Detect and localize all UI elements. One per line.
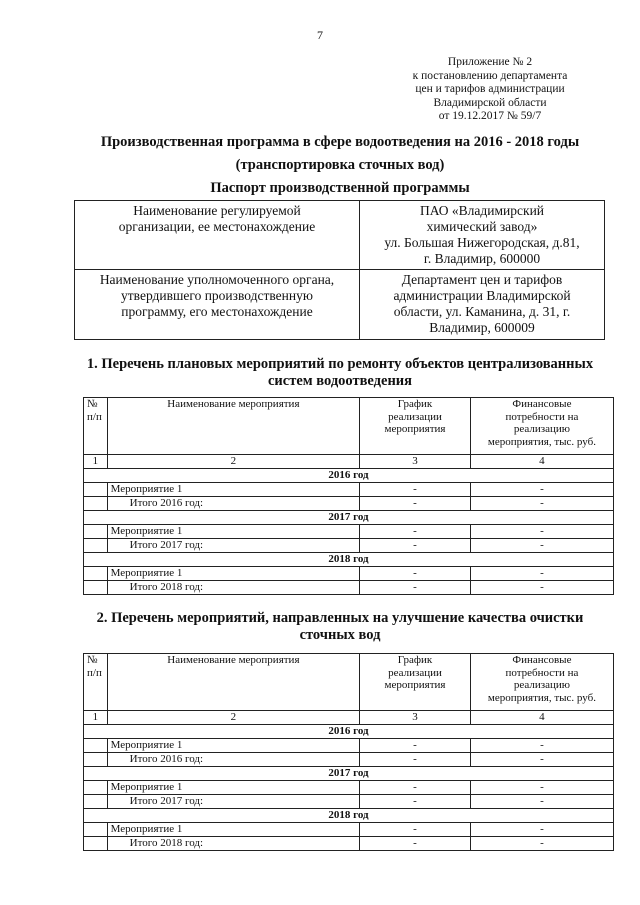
col-finance-header: Финансовые потребности на реализацию мероприятия, тыс. руб. xyxy=(470,654,613,711)
passport-org-value: ПАО «Владимирский химический завод» ул. Большая Нижегородская, д.81, г. Владимир, 600000 xyxy=(360,201,605,270)
passport-org-label: Наименование регулируемой организации, ее местонахождение xyxy=(75,201,360,270)
table-row-total: Итого 2018 год: - - xyxy=(84,836,614,850)
table-row-total: Итого 2017 год: - - xyxy=(84,794,614,808)
appendix-line: Приложение № 2 xyxy=(447,56,533,68)
table-row-total: Итого 2018 год: - - xyxy=(84,580,614,594)
passport-table xyxy=(74,200,605,340)
table-row: Мероприятие 1 - - xyxy=(84,738,614,752)
year-row: 2016 год xyxy=(84,724,614,738)
col-name-header: Наименование мероприятия xyxy=(107,654,360,711)
table-row: Мероприятие 1 - - xyxy=(84,566,614,580)
column-index-row: 1 2 3 4 xyxy=(84,711,614,725)
document-subtitle: (транспортировка сточных вод) xyxy=(235,157,445,173)
col-schedule-header: График реализации мероприятия xyxy=(360,398,471,455)
column-index-row: 1 2 3 4 xyxy=(84,455,614,469)
document-title: Производственная программа в сфере водоотведения на 2016 - 2018 годы xyxy=(100,134,580,150)
table-header-row xyxy=(84,398,614,455)
year-row: 2017 год xyxy=(84,510,614,524)
year-row: 2018 год xyxy=(84,808,614,822)
section1-table xyxy=(83,397,614,595)
year-row: 2018 год xyxy=(84,552,614,566)
passport-authority-label: Наименование уполномоченного органа, утвердившего производственную программу, его местонахождение xyxy=(75,270,360,340)
passport-title: Паспорт производственной программы xyxy=(210,180,470,196)
col-finance-header: Финансовые потребности на реализацию мероприятия, тыс. руб. xyxy=(470,398,613,455)
section1-title: 1. Перечень плановых мероприятий по ремонту объектов централизованных систем водоотведения xyxy=(86,356,594,389)
section2-title: 2. Перечень мероприятий, направленных на улучшение качества очистки сточных вод xyxy=(96,610,584,643)
table-header-row xyxy=(84,654,614,711)
col-name-header: Наименование мероприятия xyxy=(107,398,360,455)
table-row: Мероприятие 1 - - xyxy=(84,524,614,538)
table-row: Мероприятие 1 - - xyxy=(84,482,614,496)
table-row-total: Итого 2016 год: - - xyxy=(84,496,614,510)
section2-table xyxy=(83,653,614,851)
appendix-line: от 19.12.2017 № 59/7 xyxy=(438,110,542,122)
appendix-block xyxy=(380,56,600,124)
table-row-total: Итого 2017 год: - - xyxy=(84,538,614,552)
col-schedule-header: График реализации мероприятия xyxy=(360,654,471,711)
col-num-header: № п/п xyxy=(84,398,108,455)
table-row: Мероприятие 1 - - xyxy=(84,822,614,836)
page-number: 7 xyxy=(317,28,323,42)
table-row: Мероприятие 1 - - xyxy=(84,780,614,794)
year-row: 2017 год xyxy=(84,766,614,780)
passport-authority-value: Департамент цен и тарифов администрации Владимирской области, ул. Каманина, д. 31, г. Владимир, 600009 xyxy=(360,270,605,340)
year-row: 2016 год xyxy=(84,468,614,482)
appendix-line: цен и тарифов администрации xyxy=(415,83,565,95)
appendix-line: Владимирской области xyxy=(433,96,547,109)
col-num-header: № п/п xyxy=(84,654,108,711)
appendix-line: к постановлению департамента xyxy=(412,69,568,82)
table-row-total: Итого 2016 год: - - xyxy=(84,752,614,766)
